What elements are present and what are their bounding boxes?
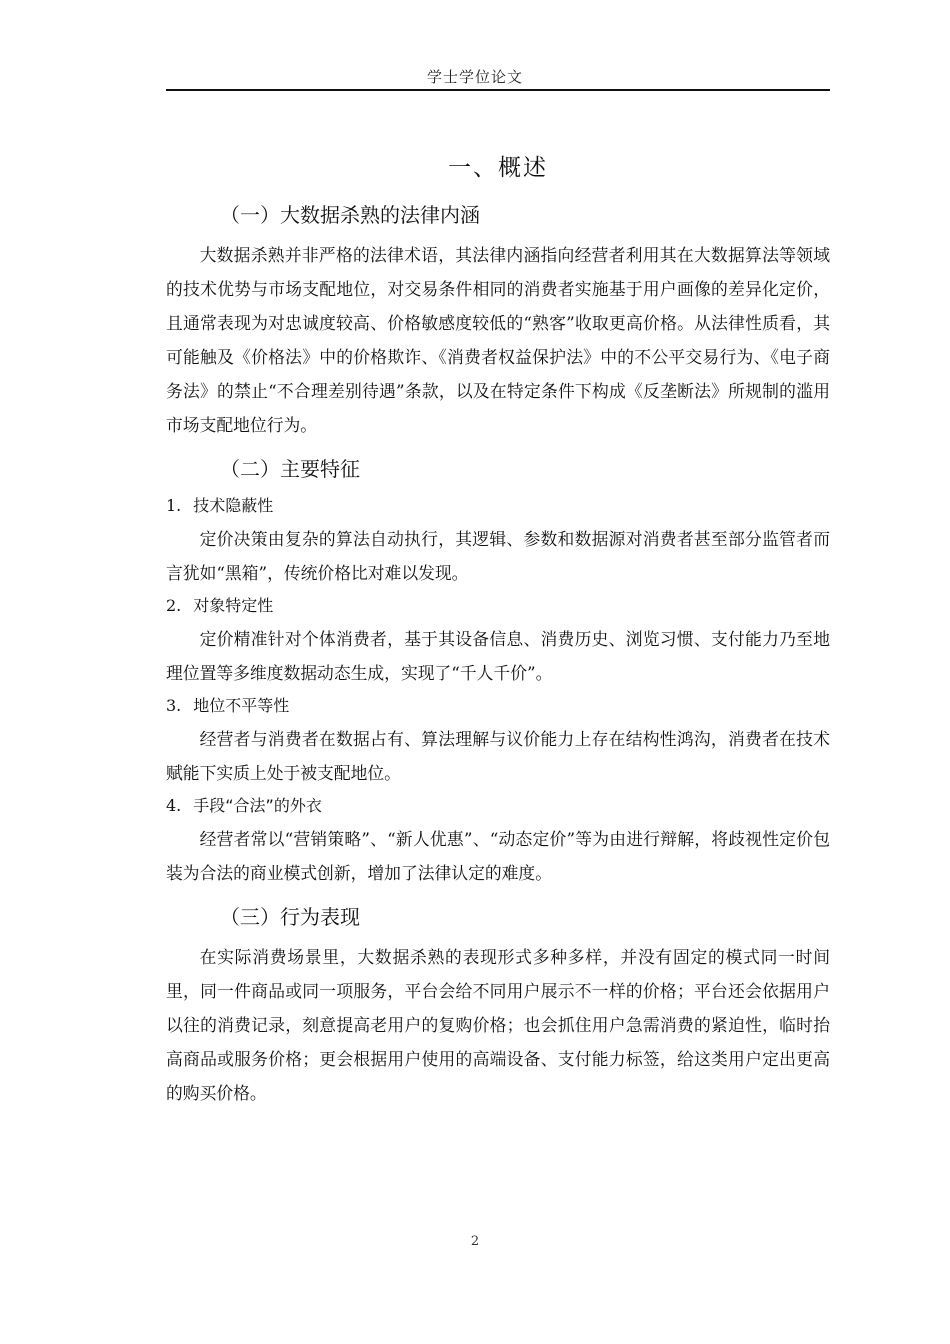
feature-number: 4.	[166, 796, 182, 815]
feature-text-1: 定价决策由复杂的算法自动执行，其逻辑、参数和数据源对消费者甚至部分监管者而言犹如“黑箱”，传统价格比对难以发现。	[166, 529, 830, 583]
feature-title: 对象特定性	[193, 596, 274, 615]
feature-heading-2	[166, 592, 830, 620]
feature-text-3: 经营者与消费者在数据占有、算法理解与议价能力上存在结构性鸿沟，消费者在技术赋能下实质上处于被支配地位。	[166, 729, 830, 783]
feature-title: 手段“合法”的外衣	[193, 796, 322, 815]
running-header: 学士学位论文	[426, 68, 523, 86]
section-1-paragraph: 大数据杀熟并非严格的法律术语，其法律内涵指向经营者利用其在大数据算法等领域的技术优势与市场支配地位，对交易条件相同的消费者实施基于用户画像的差异化定价，且通常表现为对忠诚度较高、价格敏感度较低的“熟客”收取更高价格。从法律性质看，其可能触及《价格法》中的价格欺诈、《消费者权益保护法》中的不公平交易行为、《电子商务法》的禁止“不合理差别待遇”条款，以及在特定条件下构成《反垄断法》所规制的滥用市场支配地位行为。	[166, 245, 830, 435]
feature-title: 地位不平等性	[193, 696, 290, 715]
section-title-2: （二）主要特征	[220, 457, 360, 481]
feature-number: 2.	[166, 596, 182, 615]
page-number: 2	[470, 1234, 480, 1249]
section-3-paragraph: 在实际消费场景里，大数据杀熟的表现形式多种多样，并没有固定的模式同一时间里，同一件商品或同一项服务，平台会给不同用户展示不一样的价格；平台还会依据用户以往的消费记录，刻意提高老用户的复购价格；也会抓住用户急需消费的紧迫性，临时抬高商品或服务价格；更会根据用户使用的高端设备、支付能力标签，给这类用户定出更高的购买价格。	[166, 947, 830, 1103]
feature-title: 技术隐蔽性	[193, 496, 274, 515]
feature-text-2: 定价精准针对个体消费者，基于其设备信息、消费历史、浏览习惯、支付能力乃至地理位置等多维度数据动态生成，实现了“千人千价”。	[166, 629, 830, 683]
section-title-3: （三）行为表现	[220, 905, 360, 929]
feature-text-4: 经营者常以“营销策略”、“新人优惠”、“动态定价”等为由进行辩解，将歧视性定价包装为合法的商业模式创新，增加了法律认定的难度。	[166, 829, 830, 883]
page-body	[166, 148, 830, 1110]
header-rule	[166, 89, 830, 91]
feature-heading-1	[166, 492, 830, 520]
section-title-1: （一）大数据杀熟的法律内涵	[220, 203, 480, 227]
feature-heading-4	[166, 792, 830, 820]
feature-number: 3.	[166, 696, 182, 715]
chapter-title: 一、概述	[448, 155, 548, 181]
feature-number: 1.	[166, 496, 182, 515]
feature-heading-3	[166, 692, 830, 720]
